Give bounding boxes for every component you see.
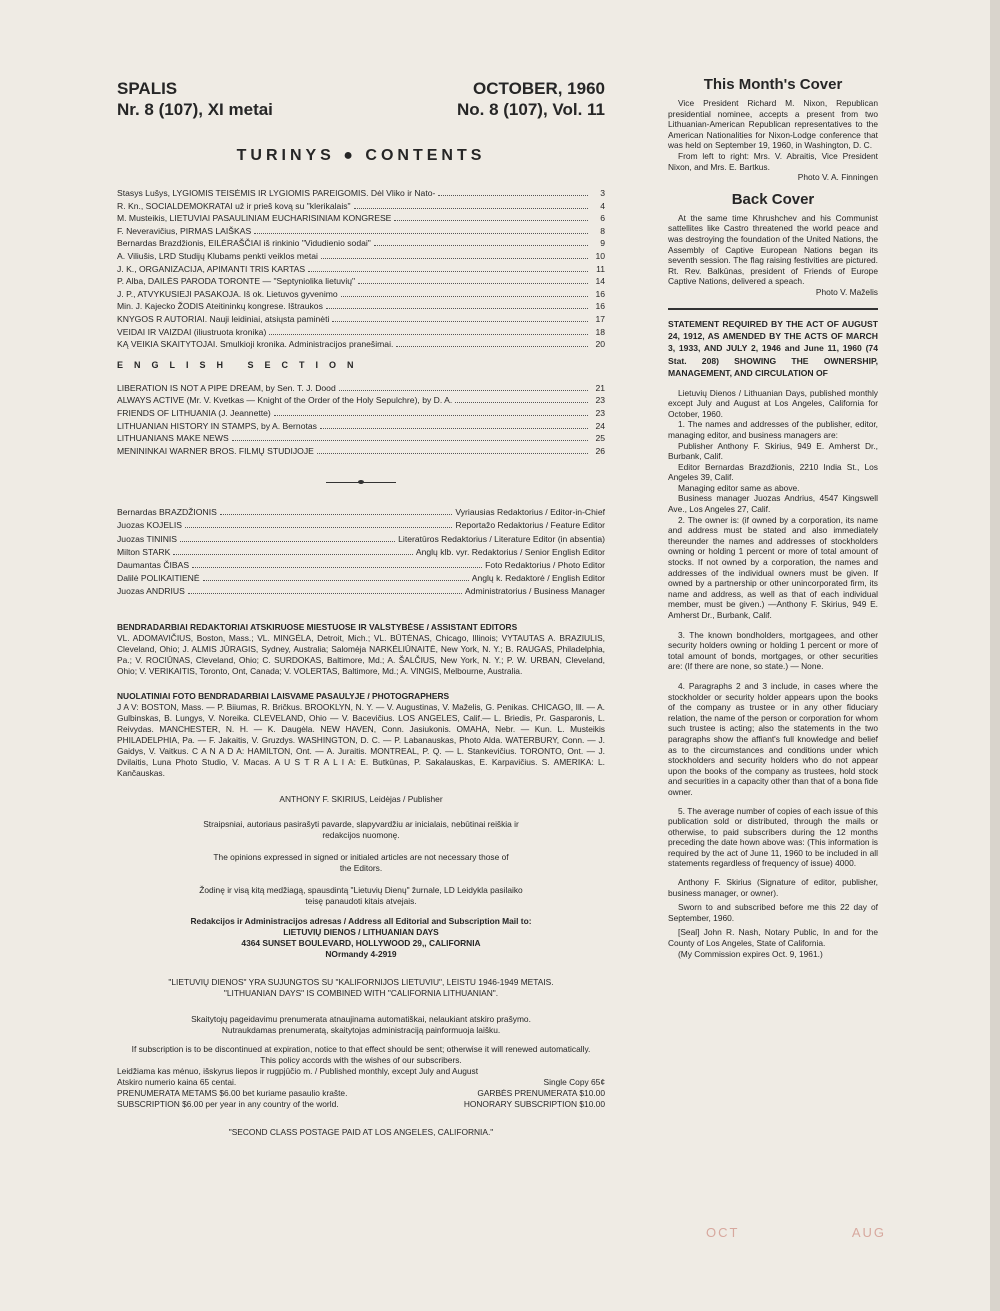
prices-line4 bbox=[117, 1099, 605, 1110]
dot-leader bbox=[188, 593, 462, 594]
subscription-price-en: SUBSCRIPTION $6.00 per year in any country of the world. bbox=[117, 1098, 339, 1109]
etoc-entry-page: 23 bbox=[595, 395, 605, 406]
etoc-entry-page: 21 bbox=[595, 382, 605, 393]
prices-line3 bbox=[117, 1088, 605, 1099]
toc-entry bbox=[117, 327, 605, 340]
dot-leader bbox=[394, 220, 588, 221]
subscription-price-lt: PRENUMERATA METAMS $6.00 bet kuriame pasaulio krašte. bbox=[117, 1087, 348, 1098]
photographers bbox=[117, 691, 605, 779]
note-rights: Žodinę ir visą kitą medžiagą, spausdintą "Lietuvių Dienų" žurnale, LD Leidykla pasilaiko teisę panaudoti kitais atvejais. bbox=[199, 884, 523, 906]
toc-entry-title: VEIDAI IR VAIZDAI (iliustruota kronika) bbox=[117, 326, 267, 337]
masthead-right bbox=[457, 78, 605, 120]
toc-entry-page: 18 bbox=[595, 326, 605, 337]
toc-entry-page: 16 bbox=[595, 301, 605, 312]
editorial-address bbox=[117, 916, 605, 960]
dot-leader bbox=[396, 346, 588, 347]
etoc-entry-title: MENININKAI WARNER BROS. FILMŲ STUDIJOJE bbox=[117, 445, 314, 456]
toc-entry-page: 11 bbox=[596, 263, 605, 274]
statement-p1c: Managing editor same as above. bbox=[678, 482, 800, 493]
statement-p3: 3. The known bondholders, mortgagees, and other security holders owning or holding 1 percent or more of total amount of bonds, mortgages, or other securities are: (If there are none, so state.) — None. bbox=[668, 629, 878, 672]
staff-name: Dalilė POLIKAITIENĖ bbox=[117, 573, 200, 584]
toc-entry-title: P. Alba, DAILĖS PARODA TORONTE — "Septyniolika lietuvių" bbox=[117, 276, 356, 287]
toc-entry bbox=[117, 226, 605, 239]
subscription-lt: Skaitytojų pageidavimu prenumerata atnaujinama automatiškai, nelaukiant atskiro prašymo. Nutraukdamas prenumeratą, skaitytojas administraciją painformuoja laišku. bbox=[191, 1013, 531, 1035]
toc-entry bbox=[117, 314, 605, 327]
issue-en: No. 8 (107), Vol. 11 bbox=[456, 100, 605, 119]
staff-name: Juozas KOJELIS bbox=[117, 520, 182, 531]
toc-entry bbox=[117, 213, 605, 226]
left-column bbox=[117, 78, 605, 1138]
masthead-left bbox=[117, 78, 273, 120]
dot-leader bbox=[317, 453, 588, 454]
staff-role: Administratorius / Business Manager bbox=[465, 586, 605, 597]
stamp-right: AUG bbox=[851, 1225, 886, 1240]
dot-leader bbox=[358, 283, 588, 284]
etoc-entry-title: LITHUANIAN HISTORY IN STAMPS, by A. Bernotas bbox=[117, 420, 317, 431]
address-line1: Redakcijos ir Administracijos adresas / Address all Editorial and Subscription Mail to: bbox=[190, 915, 532, 926]
cover-text-2: From left to right: Mrs. V. Abraitis, Vice President Nixon, and Mrs. E. Bartkus. bbox=[668, 150, 878, 172]
etoc-entry-title: LIBERATION IS NOT A PIPE DREAM, by Sen. T. J. Dood bbox=[117, 382, 336, 393]
toc-entry-page: 3 bbox=[600, 188, 605, 198]
single-copy-lt: Atskiro numerio kaina 65 centai. bbox=[117, 1076, 237, 1087]
dot-leader bbox=[326, 308, 588, 309]
dot-leader bbox=[220, 514, 453, 515]
merger-note bbox=[117, 977, 605, 999]
toc-entry-page: 8 bbox=[600, 225, 605, 236]
stamp-left: OCT bbox=[706, 1225, 740, 1240]
assistant-editors bbox=[117, 622, 605, 677]
statement-p1b: Editor Bernardas Brazdžionis, 2210 India St., Los Angeles 39, Calif. bbox=[668, 461, 878, 483]
toc-entry-title: F. Neveravičius, PIRMAS LAIŠKAS bbox=[117, 225, 252, 236]
staff-role: Literatūros Redaktorius / Literature Editor (in absentia) bbox=[398, 533, 605, 544]
dot-leader bbox=[374, 245, 588, 246]
photographers-heading: NUOLATINIAI FOTO BENDRADARBIAI LAISVAME PASAULYJE / PHOTOGRAPHERS bbox=[117, 690, 450, 701]
etoc-entry-title: FRIENDS OF LITHUANIA (J. Jeannette) bbox=[117, 407, 271, 418]
toc-entry-title: M. Musteikis, LIETUVIAI PASAULINIAM EUCHARISINIAM KONGRESE bbox=[117, 213, 392, 224]
toc-entry bbox=[117, 301, 605, 314]
statement-title: STATEMENT REQUIRED BY THE ACT OF AUGUST 24, 1912, AS AMENDED BY THE ACTS OF MARCH 3, 1933, AND JULY 2, 1946 and June 11, 1960 (74 Stat. 208) SHOWING THE OWNERSHIP, MANAGEMENT, AND CIRCULATION OF bbox=[668, 318, 878, 379]
toc-entry bbox=[117, 339, 605, 352]
toc-entry bbox=[117, 276, 605, 289]
toc-entry-title: J. K., ORGANIZACIJA, APIMANTI TRIS KARTAS bbox=[117, 263, 306, 274]
dot-leader bbox=[269, 334, 588, 335]
merger-lt: "LIETUVIŲ DIENOS" YRA SUJUNGTOS SU "KALIFORNIJOS LIETUVIU", LEISTU 1946-1949 METAIS. bbox=[168, 976, 554, 987]
statement-p9: (My Commission expires Oct. 9, 1961.) bbox=[678, 948, 823, 959]
subscription-en: If subscription is to be discontinued at expiration, notice to that effect should be sent; otherwise it will renewed automatically. This policy accords with the wishes of our subscribers. bbox=[131, 1043, 591, 1065]
dot-leader bbox=[438, 195, 588, 196]
etoc-entry-page: 26 bbox=[595, 445, 605, 456]
ornament-divider bbox=[326, 482, 396, 483]
staff-entry bbox=[117, 520, 605, 533]
dot-leader bbox=[232, 440, 588, 441]
statement-p5: 5. The average number of copies of each issue of this publication sold or distributed, through the mails or otherwise, to paid subscribers during the 12 months preceding the date hown above was: (This information is required by the act of June 11, 1960 to be included in all statements regardless of frequency of issue) 4000. bbox=[668, 805, 878, 869]
toc-entry-title: Bernardas Brazdžionis, EILĖRAŠČIAI iš rinkinio "Vidudienio sodai" bbox=[117, 238, 371, 249]
toc-entry-page: 9 bbox=[600, 238, 605, 249]
staff-role: Foto Redaktorius / Photo Editor bbox=[485, 560, 605, 571]
staff-entry bbox=[117, 534, 605, 547]
note-en: The opinions expressed in signed or initialed articles are not necessary those of the Editors. bbox=[213, 851, 509, 873]
editorial-staff bbox=[117, 507, 605, 599]
dot-leader bbox=[185, 527, 453, 528]
table-of-contents bbox=[117, 188, 605, 352]
address-line2: LIETUVIŲ DIENOS / LITHUANIAN DAYS bbox=[283, 926, 439, 937]
issue-lt: Nr. 8 (107), XI metai bbox=[117, 100, 273, 119]
postage-note: "SECOND CLASS POSTAGE PAID AT LOS ANGELES, CALIFORNIA." bbox=[228, 1126, 494, 1137]
toc-entry-title: KNYGOS R AUTORIAI. Nauji leidiniai, atsiųsta paminėti bbox=[117, 313, 330, 324]
staff-role: Reportažo Redaktorius / Feature Editor bbox=[455, 520, 605, 531]
etoc-entry bbox=[117, 421, 605, 434]
honorary-price-en: HONORARY SUBSCRIPTION $10.00 bbox=[463, 1098, 605, 1109]
single-copy-en: Single Copy 65¢ bbox=[543, 1076, 605, 1087]
staff-entry bbox=[117, 507, 605, 520]
statement-p8: [Seal] John R. Nash, Notary Public, In and for the County of Los Angeles, State of California. bbox=[668, 927, 878, 949]
english-section-title: ENGLISH SECTION bbox=[117, 359, 365, 370]
staff-role: Anglų k. Redaktorė / English Editor bbox=[471, 573, 605, 584]
dot-leader bbox=[332, 321, 588, 322]
masthead bbox=[117, 78, 605, 120]
staff-entry bbox=[117, 560, 605, 573]
toc-entry-title: R. Kn., SOCIALDEMOKRATAI už ir prieš kovą su "klerikalais" bbox=[117, 200, 351, 211]
cover-text: Vice President Richard M. Nixon, Republican presidential nominee, accepts a present from two Lithuanian-American Republican representatives to the American Nationalities for Nixon-Lodge conference that was held on September 19, 1960, in Washington, D. C. bbox=[668, 98, 878, 151]
dot-leader bbox=[180, 541, 395, 542]
toc-entry bbox=[117, 251, 605, 264]
back-cover-title: Back Cover bbox=[731, 190, 815, 208]
back-cover-text: At the same time Khrushchev and his Communist sattellites like Castro threatened the world peace and was destroying the foundation of the United Nations, the Assembly of Captive European Nations began its seventh session. The flag raising festivities are pictured. Rt. Rev. Balkūnas, president of Friends of Europe Captive Nations, delivered a speach. bbox=[668, 212, 878, 287]
staff-name: Milton STARK bbox=[117, 546, 171, 557]
staff-role: Anglų klb. vyr. Redaktorius / Senior English Editor bbox=[415, 546, 605, 557]
honorary-price-lt: GARBĖS PRENUMERATA $10.00 bbox=[477, 1087, 605, 1098]
etoc-entry bbox=[117, 383, 605, 396]
etoc-entry-page: 23 bbox=[595, 407, 605, 418]
dot-leader bbox=[321, 258, 588, 259]
statement-p4: 4. Paragraphs 2 and 3 include, in cases where the stockholder or security holder appears upon the books of the company as trustee or in any other fiduciary relation, the name of the person or corporation for whom such trustee is acting; also the statements in the two paragraphs show the affiant's full knowledge and belief as to the circumstances and conditions under which stockholders and security holders who do not appear upon the books of the company as trustees, hold stock and securities in a capacity other than that of a bona fide owner. bbox=[668, 680, 878, 797]
staff-entry bbox=[117, 573, 605, 586]
assistant-editors-text: VL. ADOMAVIČIUS, Boston, Mass.; VL. MINGĖLA, Detroit, Mich.; VL. BŪTĖNAS, Chicago, Illinois; VYTAUTAS A. BRAZIULIS, Cleveland, Ohio; J. ALMIS JŪRAGIS, Sydney, Australia; Salomėja NARKĖLIŪNAITĖ, New York, N. Y.; B. RAUGAS, Philadelphia, Pa.; V. ROCIŪNAS, Cleveland, Ohio; C. SURDOKAS, Baltimore, Md.; A. ŠALČIUS, New York, N. Y.; P. W. URBAN, Cleveland, Ohio; V. VERIKAITIS, Toronto, Ont, Canada; V. VOLERTAS, Baltimore, Md.; A. VINGIS, Melbourne, Australia. bbox=[117, 632, 605, 676]
statement-rule bbox=[668, 308, 878, 310]
dot-leader bbox=[173, 554, 413, 555]
etoc-entry-page: 25 bbox=[595, 433, 605, 444]
toc-entry bbox=[117, 201, 605, 214]
toc-entry-page: 6 bbox=[600, 213, 605, 224]
received-stamp bbox=[706, 1225, 886, 1240]
toc-entry bbox=[117, 264, 605, 277]
note-lt: Straipsniai, autoriaus pasirašyti pavarde, slapyvardžiu ar inicialais, nebūtinai reiškia ir redakcijos nuomonę. bbox=[203, 818, 519, 840]
assistant-editors-heading: BENDRADARBIAI REDAKTORIAI ATSKIRUOSE MIESTUOSE IR VALSTYBĖSE / ASSISTANT EDITORS bbox=[117, 621, 518, 632]
staff-entry bbox=[117, 547, 605, 560]
toc-entry bbox=[117, 188, 605, 201]
staff-name: Daumantas ČIBAS bbox=[117, 560, 190, 571]
toc-entry-title: J. P., ATVYKUSIEJI PASAKOJA. Iš ok. Lietuvos gyvenimo bbox=[117, 288, 338, 299]
dot-leader bbox=[192, 567, 482, 568]
etoc-entry-title: ALWAYS ACTIVE (Mr. V. Kvetkas — Knight of the Order of the Holy Sepulchre), by D. A. bbox=[117, 395, 453, 406]
prices-line1: Leidžiama kas mėnuo, išskyrus liepos ir rugpjūčio m. / Published monthly, except July and August bbox=[117, 1065, 479, 1076]
prices bbox=[117, 1066, 605, 1110]
toc-entry-page: 14 bbox=[595, 276, 605, 287]
dot-leader bbox=[274, 415, 588, 416]
dot-leader bbox=[308, 271, 588, 272]
staff-role: Vyriausias Redaktorius / Editor-in-Chief bbox=[455, 507, 605, 518]
toc-entry-title: KĄ VEIKIA SKAITYTOJAI. Smulkioji kronika. Administracijos pranešimai. bbox=[117, 339, 394, 350]
toc-entry-page: 16 bbox=[595, 288, 605, 299]
etoc-entry bbox=[117, 408, 605, 421]
toc-entry-title: A. Viliušis, LRD Studijų Klubams penkti veiklos metai bbox=[117, 250, 318, 261]
statement-p1d: Business manager Juozas Andrius, 4547 Kingswell Ave., Los Angeles 27, Calif. bbox=[668, 493, 878, 515]
address-line4: NOrmandy 4-2919 bbox=[325, 948, 397, 959]
toc-entry-page: 17 bbox=[595, 313, 605, 324]
english-table-of-contents bbox=[117, 383, 605, 459]
address-line3: 4364 SUNSET BOULEVARD, HOLLYWOOD 29,, CALIFORNIA bbox=[241, 937, 481, 948]
toc-entry-title: Min. J. Kajecko ŽODIS Ateitininkų kongrese. Ištraukos bbox=[117, 301, 323, 312]
staff-name: Juozas ANDRIUS bbox=[117, 586, 185, 597]
etoc-entry-page: 24 bbox=[595, 420, 605, 431]
toc-entry-page: 20 bbox=[595, 339, 605, 350]
staff-entry bbox=[117, 586, 605, 599]
dot-leader bbox=[341, 296, 588, 297]
statement-p7: Sworn to and subscribed before me this 22 day of September, 1960. bbox=[668, 902, 878, 923]
dot-leader bbox=[354, 208, 588, 209]
toc-entry bbox=[117, 289, 605, 302]
cover-title: This Month's Cover bbox=[703, 76, 843, 93]
etoc-entry-title: LITHUANIANS MAKE NEWS bbox=[117, 433, 229, 444]
back-cover-photo-credit: Photo V. Maželis bbox=[815, 286, 878, 297]
merger-en: "LITHUANIAN DAYS" IS COMBINED WITH "CALIFORNIA LITHUANIAN". bbox=[223, 987, 499, 998]
contents-title: TURINYS ● CONTENTS bbox=[236, 147, 486, 164]
toc-entry-title: Stasys Lušys, LYGIOMIS TEISĖMIS IR LYGIOMIS PAREIGOMIS. Dėl Vliko ir Nato- bbox=[117, 188, 436, 198]
etoc-entry bbox=[117, 446, 605, 459]
statement-p1a: Publisher Anthony F. Skirius, 949 E. Amherst Dr., Burbank, Calif. bbox=[668, 440, 878, 462]
month-en: OCTOBER, 1960 bbox=[473, 79, 605, 98]
month-lt: SPALIS bbox=[117, 79, 178, 98]
statement-p0: Lietuvių Dienos / Lithuanian Days, published monthly except July and August at Los Angeles, California for October, 1960. bbox=[668, 387, 878, 419]
etoc-entry bbox=[117, 433, 605, 446]
dot-leader bbox=[455, 402, 588, 403]
toc-entry-page: 10 bbox=[595, 250, 605, 261]
staff-name: Juozas TININIS bbox=[117, 533, 178, 544]
photographers-text: J A V: BOSTON, Mass. — P. Biiumas, R. Bričkus. BROOKLYN, N. Y. — V. Augustinas, V. Maželis, G. Penikas. CHICAGO, Ill. — A. Gulbinskas, B. Lungys, V. Noreika. CLEVELAND, Ohio — V. Bacevičius. LOS ANGELES, Calif.— L. Briedis, Pr. Gasparonis, L. Reivydas. MANCHESTER, N. H. — K. Daugėla. NEW HAVEN, Conn. Jasiukonis. OMAHA, Nebr. — Kun. L. Musteikis PHILADELPHIA, Pa. — F. Jakaitis, V. Gruzdys. WASHINGTON, D. C. — P. Labanauskas, Photo Alda. WATERBURY, Conn. — J. Gaidys, V. Vaitkus. C A N A D A: HAMILTON, Ont. — A. Juraitis. MONTREAL, P. Q. — L. Stankevičius. TORONTO, Ont. — J. Dvilaitis, Luna Photo Studio, V. Macas. A U S T R A L I A: E. Butkūnas, P. Sakalauskas, E. Karpavičius. S. AMERIKA: L. Kančauskas. bbox=[117, 701, 605, 778]
statement-p2: 2. The owner is: (if owned by a corporation, its name and address must be stated and also immediately thereunder the names and addresses of stockholders owning or holding 1 percent or more of total amount of stocks. If not owned by a corporation, the names and addresses of the individual owners must be given. If owned by a partnership or other unincorporated firm, its name and address, as well as that of each individual member, must be given.) —Anthony F. Skirius, 949 E. Amherst Dr., Burbank, Calif. bbox=[668, 514, 878, 620]
toc-entry bbox=[117, 238, 605, 251]
toc-entry-page: 4 bbox=[600, 200, 605, 211]
statement-p6: Anthony F. Skirius (Signature of editor, publisher, business manager, or owner). bbox=[668, 877, 878, 898]
dot-leader bbox=[320, 428, 588, 429]
etoc-entry bbox=[117, 395, 605, 408]
right-column bbox=[668, 76, 878, 959]
cover-photo-credit: Photo V. A. Finningen bbox=[797, 172, 878, 183]
publisher-line: ANTHONY F. SKIRIUS, Leidėjas / Publisher bbox=[279, 793, 443, 804]
dot-leader bbox=[254, 233, 588, 234]
staff-name: Bernardas BRAZDŽIONIS bbox=[117, 507, 217, 518]
prices-line2 bbox=[117, 1077, 605, 1088]
dot-leader bbox=[339, 390, 588, 391]
page-edge bbox=[990, 0, 1000, 1311]
statement-p1: 1. The names and addresses of the publisher, editor, managing editor, and business managers are: bbox=[668, 419, 878, 440]
dot-leader bbox=[203, 580, 469, 581]
